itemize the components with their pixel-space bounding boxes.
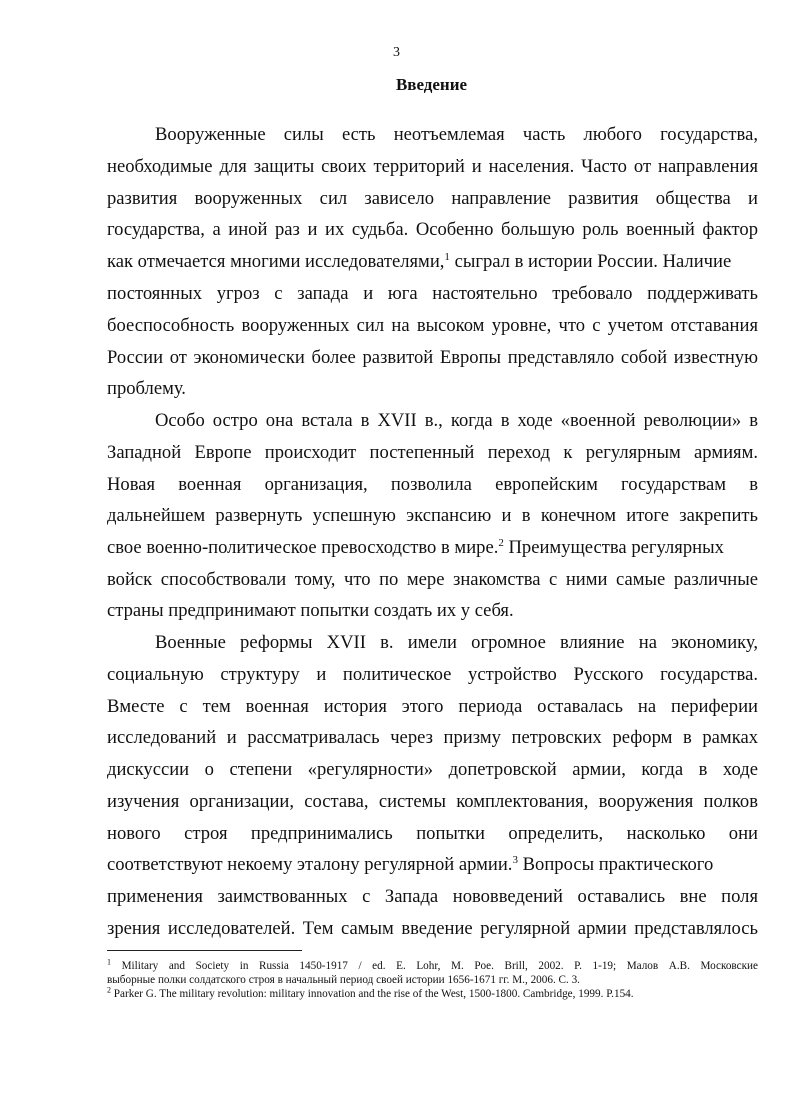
footnote-ref: 3 (512, 853, 518, 866)
body-line: Новая военная организация, позволила европейским государствам в (107, 474, 758, 495)
footnote-line (107, 959, 758, 973)
body-line: дальнейшем развернуть успешную экспансию и в конечном итоге закрепить (107, 505, 758, 526)
body-line: изучения организации, состава, системы комплектования, вооружения полков (107, 791, 758, 812)
body-line (107, 249, 758, 275)
footnote-separator (107, 950, 302, 951)
body-line: нового строя предпринимались попытки определить, насколько они (107, 823, 758, 844)
body-text: сыграл в истории России. Наличие (454, 251, 732, 272)
body-line: России от экономически более развитой Европы представляло собой известную (107, 347, 758, 368)
body-line: войск способствовали тому, что по мере знакомства с ними самые различные (107, 569, 758, 590)
page-number: 3 (393, 45, 400, 60)
footnote-text: Parker G. The military revolution: military innovation and the rise of the West, 1500-1800. Cambridge, 1999. P.154. (113, 988, 634, 1000)
footnote-line (107, 987, 758, 1001)
body-line (107, 535, 758, 561)
body-line: Вместе с тем военная история этого периода оставалась на периферии (107, 696, 758, 717)
footnote-ref: 2 (498, 536, 504, 549)
body-line: дискуссии о степени «регулярности» допетровской армии, когда в ходе (107, 759, 758, 780)
body-line: необходимые для защиты своих территорий и населения. Часто от направления (107, 156, 758, 177)
body-line: Вооруженные силы есть неотъемлемая часть любого государства, (155, 124, 758, 145)
body-line: применения заимствованных с Запада нововведений оставались вне поля (107, 886, 758, 907)
body-line: Западной Европе происходит постепенный переход к регулярным армиям. (107, 442, 758, 463)
body-line: проблему. (107, 378, 186, 399)
body-text: как отмечается многими исследователями, (107, 251, 445, 272)
body-line: развития вооруженных сил зависело направление развития общества и (107, 188, 758, 209)
footnote-text: Military and Society in Russia 1450-1917 / ed. E. Lohr, M. Poe. Brill, 2002. P. 1-19; Малов А.В. Московские (121, 960, 758, 972)
section-heading: Введение (395, 75, 468, 94)
body-line: Особо остро она встала в XVII в., когда в ходе «военной революции» в (155, 410, 758, 431)
body-line: Военные реформы XVII в. имели огромное влияние на экономику, (155, 632, 758, 653)
body-text: Вопросы практического (522, 854, 714, 875)
body-line (107, 852, 758, 878)
body-line: постоянных угроз с запада и юга настоятельно требовало поддерживать (107, 283, 758, 304)
body-line: исследований и рассматривалась через призму петровских реформ в рамках (107, 727, 758, 748)
body-line: государства, а иной раз и их судьба. Особенно большую роль военный фактор (107, 219, 758, 240)
footnote-line: выборные полки солдатского строя в начальный период своей истории 1656-1671 гг. М., 2006. С. 3. (107, 974, 580, 986)
body-line: страны предпринимают попытки создать их у себя. (107, 600, 514, 621)
body-line: зрения исследователей. Тем самым введение регулярной армии представлялось (107, 918, 758, 939)
footnote-ref: 1 (444, 250, 450, 263)
footnote-marker: 1 (107, 959, 111, 967)
body-text: соответствуют некоему эталону регулярной армии. (107, 854, 513, 875)
body-text: свое военно-политическое превосходство в мире. (107, 537, 499, 558)
footnote-marker: 2 (107, 987, 111, 995)
body-line: социальную структуру и политическое устройство Русского государства. (107, 664, 758, 685)
body-line: боеспособность вооруженных сил на высоком уровне, что с учетом отставания (107, 315, 758, 336)
body-text: Преимущества регулярных (508, 537, 724, 558)
